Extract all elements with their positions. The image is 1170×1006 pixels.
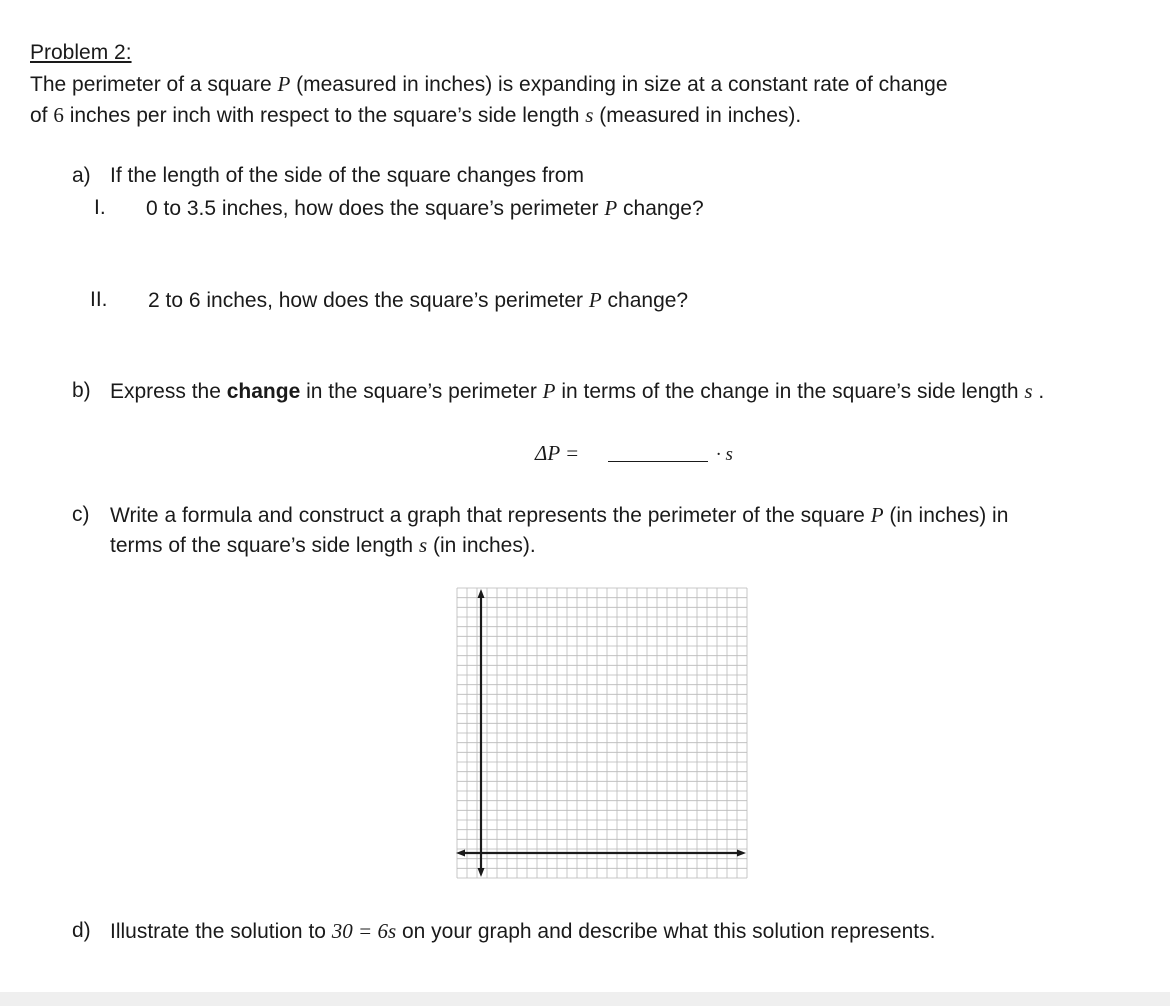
part-a-label: a) — [72, 164, 91, 187]
part-c-line1-pre: Write a formula and construct a graph that represents the perimeter of the square — [110, 504, 871, 527]
intro-2-var-s: s — [585, 103, 594, 127]
intro-1-var-P: P — [277, 72, 291, 96]
part-b-mid: in the square’s perimeter — [300, 380, 543, 403]
intro-2-mid: inches per inch with respect to the square’s side length — [63, 104, 586, 127]
part-c-line2-pre: terms of the square’s side length — [110, 534, 419, 557]
y-axis-arrow-up — [478, 589, 485, 598]
part-c-line1-var: P — [870, 503, 884, 527]
part-d-text — [110, 918, 935, 945]
part-b-post: . — [1032, 380, 1045, 403]
part-a-item-1-numeral: I. — [94, 196, 106, 219]
part-a-item-2 — [148, 287, 688, 314]
intro-1-pre: The perimeter of a square — [30, 73, 278, 96]
part-c-line-2 — [110, 532, 536, 559]
part-a-item-2-var: P — [588, 288, 602, 312]
part-c-label: c) — [72, 503, 90, 526]
part-b-mid2: in terms of the change in the square’s side length — [555, 380, 1025, 403]
equation-rhs: · s — [716, 444, 733, 465]
grid-lines — [457, 588, 747, 878]
part-a-item-1-post: change? — [617, 197, 704, 220]
part-d-post: on your graph and describe what this solution represents. — [396, 920, 936, 943]
part-d-equation: 30 = 6s — [331, 919, 397, 943]
intro-1-post: (measured in inches) is expanding in size at a constant rate of change — [290, 73, 948, 96]
intro-2-pre: of — [30, 104, 54, 127]
part-c-line2-post: (in inches). — [427, 534, 536, 557]
part-a-item-2-num: 2 to 6 — [148, 289, 201, 312]
equation-lhs: ΔP = — [535, 441, 580, 465]
part-a-item-1-num: 0 to 3.5 — [146, 197, 217, 220]
problem-title: Problem 2: — [30, 41, 132, 64]
part-a-item-1 — [146, 195, 704, 222]
part-b-bold-change: change — [226, 380, 301, 403]
part-b-var-P: P — [542, 379, 556, 403]
part-a-item-1-var: P — [604, 196, 618, 220]
graph-grid[interactable] — [454, 585, 750, 881]
part-a-item-2-post: change? — [601, 289, 689, 312]
intro-2-num: 6 — [53, 103, 64, 127]
part-c-line-1 — [110, 502, 1008, 529]
part-b-text — [110, 378, 1044, 405]
part-c-line1-post: (in inches) in — [883, 504, 1009, 527]
part-b-pre: Express the — [110, 380, 227, 403]
page-bottom-shade — [0, 992, 1170, 1006]
intro-2-post: (measured in inches). — [593, 104, 802, 127]
part-a-item-1-pre: inches, how does the square’s perimeter — [216, 197, 605, 220]
part-b-label: b) — [72, 379, 91, 402]
part-d-label: d) — [72, 919, 91, 942]
part-a-item-2-numeral: II. — [90, 288, 108, 311]
part-c-line2-var: s — [418, 533, 428, 557]
y-axis-arrow-down — [478, 868, 485, 877]
intro-line-1 — [30, 71, 948, 98]
answer-blank[interactable] — [608, 461, 708, 462]
x-axis-arrow-right — [737, 850, 746, 857]
part-b-var-s: s — [1024, 379, 1033, 403]
intro-line-2 — [30, 102, 801, 129]
part-a-item-2-pre: inches, how does the square’s perimeter — [200, 289, 589, 312]
part-a-text: If the length of the side of the square changes from — [110, 164, 584, 187]
part-d-pre: Illustrate the solution to — [110, 920, 332, 943]
